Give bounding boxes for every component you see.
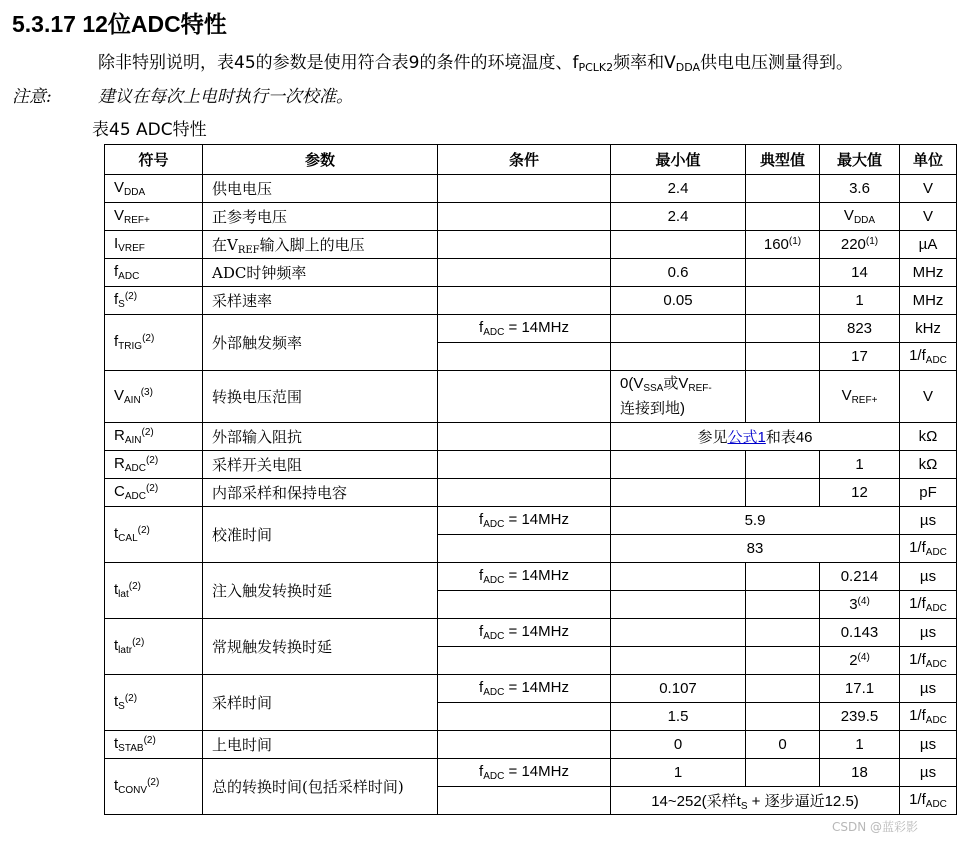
table-row: [105, 479, 957, 507]
table-row: [105, 507, 957, 535]
cell-unit: pF: [900, 479, 957, 507]
cell-min: 2.4: [611, 175, 746, 203]
header-typ: 典型值: [746, 145, 820, 175]
cell-max: 18: [820, 759, 900, 787]
cell-min: [611, 343, 746, 371]
cell-min: [611, 479, 746, 507]
cell-max: 220$^{(1)}$: [820, 231, 900, 259]
cell-condition: [438, 203, 611, 231]
cell-min: 1: [611, 759, 746, 787]
cell-typ: [746, 259, 820, 287]
cell-symbol: $t_{CONV}^{(2)}$: [105, 759, 203, 815]
cell-unit: V: [900, 371, 957, 423]
cell-condition: $f_{ADC} = 14MHz$: [438, 675, 611, 703]
cell-unit: µs: [900, 759, 957, 787]
cell-min: [611, 647, 746, 675]
cell-condition: $f_{ADC} = 14MHz$: [438, 315, 611, 343]
cell-max: 3.6: [820, 175, 900, 203]
cell-parameter: 上电时间: [203, 731, 438, 759]
cell-condition: [438, 259, 611, 287]
cell-unit: $1/f_{ADC}$: [900, 591, 957, 619]
cell-unit: kΩ: [900, 451, 957, 479]
adc-characteristics-table: [104, 144, 957, 815]
cell-unit: $1/f_{ADC}$: [900, 343, 957, 371]
cell-typ: [746, 451, 820, 479]
cell-parameter: 总的转换时间(包括采样时间): [203, 759, 438, 815]
cell-typ: [746, 647, 820, 675]
table-row: [105, 619, 957, 647]
cell-max: 239.5: [820, 703, 900, 731]
cell-condition: [438, 591, 611, 619]
cell-symbol: $t_{STAB}^{(2)}$: [105, 731, 203, 759]
cell-condition: [438, 731, 611, 759]
cell-min: 2.4: [611, 203, 746, 231]
cell-unit: V: [900, 203, 957, 231]
table-row: [105, 731, 957, 759]
cell-min: 0.6: [611, 259, 746, 287]
cell-typ: [746, 703, 820, 731]
header-max: 最大值: [820, 145, 900, 175]
cell-condition: [438, 479, 611, 507]
cell-symbol: $f_{TRIG}^{(2)}$: [105, 315, 203, 371]
cell-condition: [438, 423, 611, 451]
cell-unit: $1/f_{ADC}$: [900, 535, 957, 563]
cell-max: 1: [820, 451, 900, 479]
header-parameter: 参数: [203, 145, 438, 175]
cell-unit: MHz: [900, 287, 957, 315]
cell-typ: [746, 759, 820, 787]
cell-condition: $f_{ADC} = 14MHz$: [438, 619, 611, 647]
cell-max: 14: [820, 259, 900, 287]
cell-min: [611, 591, 746, 619]
cell-condition: [438, 703, 611, 731]
cell-condition: [438, 787, 611, 815]
header-condition: 条件: [438, 145, 611, 175]
cell-parameter: ADC时钟频率: [203, 259, 438, 287]
cell-min: [611, 315, 746, 343]
cell-max: 0.143: [820, 619, 900, 647]
cell-unit: kHz: [900, 315, 957, 343]
cell-symbol: $f_{ADC}$: [105, 259, 203, 287]
table-row: [105, 563, 957, 591]
cell-condition: [438, 343, 611, 371]
cell-typ: [746, 315, 820, 343]
cell-condition: [438, 451, 611, 479]
cell-unit: µs: [900, 507, 957, 535]
cell-condition: $f_{ADC} = 14MHz$: [438, 563, 611, 591]
cell-typ: [746, 175, 820, 203]
cell-unit: µs: [900, 563, 957, 591]
table-row: [105, 675, 957, 703]
cell-symbol: $R_{AIN}^{(2)}$: [105, 423, 203, 451]
table-row: [105, 759, 957, 787]
cell-max: 1: [820, 287, 900, 315]
cell-parameter: 校准时间: [203, 507, 438, 563]
cell-unit: MHz: [900, 259, 957, 287]
cell-unit: $1/f_{ADC}$: [900, 787, 957, 815]
cell-symbol: $t_{lat}^{(2)}$: [105, 563, 203, 619]
cell-min: 0.05: [611, 287, 746, 315]
cell-max: 0.214: [820, 563, 900, 591]
table-row: [105, 371, 957, 423]
cell-typ: [746, 563, 820, 591]
header-unit: 单位: [900, 145, 957, 175]
section-heading: 5.3.17 12位ADC特性: [12, 11, 227, 37]
cell-max: 17.1: [820, 675, 900, 703]
cell-unit: V: [900, 175, 957, 203]
cell-condition: [438, 647, 611, 675]
table-row: [105, 259, 957, 287]
cell-max: 12: [820, 479, 900, 507]
cell-symbol: $V_{REF+}$: [105, 203, 203, 231]
cell-symbol: $t_{CAL}^{(2)}$: [105, 507, 203, 563]
cell-max: $V_{DDA}$: [820, 203, 900, 231]
cell-typ: [746, 287, 820, 315]
cell-symbol: $t_S^{(2)}$: [105, 675, 203, 731]
cell-min: [611, 231, 746, 259]
header-min: 最小值: [611, 145, 746, 175]
cell-parameter: 在$V_{REF}$输入脚上的电压: [203, 231, 438, 259]
cell-condition: $f_{ADC} = 14MHz$: [438, 507, 611, 535]
table-row: [105, 175, 957, 203]
cell-parameter: 外部触发频率: [203, 315, 438, 371]
cell-min: [611, 619, 746, 647]
cell-value: 83: [611, 535, 900, 563]
table-row: [105, 451, 957, 479]
table-row: [105, 231, 957, 259]
cell-unit: µs: [900, 675, 957, 703]
cell-condition: [438, 371, 611, 423]
cell-unit: µA: [900, 231, 957, 259]
cell-typ: [746, 675, 820, 703]
cell-unit: µs: [900, 731, 957, 759]
cell-symbol: $I_{VREF}$: [105, 231, 203, 259]
header-symbol: 符号: [105, 145, 203, 175]
cell-value: 5.9: [611, 507, 900, 535]
table-row: [105, 423, 957, 451]
cell-condition: [438, 231, 611, 259]
cell-parameter: 外部输入阻抗: [203, 423, 438, 451]
cell-min: [611, 451, 746, 479]
cell-unit: $1/f_{ADC}$: [900, 647, 957, 675]
table-row: [105, 203, 957, 231]
note-text: 建议在每次上电时执行一次校准。: [98, 87, 353, 107]
cell-typ: [746, 371, 820, 423]
table-caption: 表45 ADC特性: [92, 120, 207, 140]
cell-symbol: $R_{ADC}^{(2)}$: [105, 451, 203, 479]
cell-parameter: 供电电压: [203, 175, 438, 203]
cell-typ: [746, 619, 820, 647]
cell-typ: [746, 203, 820, 231]
cell-value: 参见公式1和表46: [611, 423, 900, 451]
cell-typ: 0: [746, 731, 820, 759]
formula-link[interactable]: 公式1: [727, 429, 766, 446]
cell-typ: [746, 479, 820, 507]
cell-condition: [438, 175, 611, 203]
cell-min: 0: [611, 731, 746, 759]
cell-min: 1.5: [611, 703, 746, 731]
cell-typ: [746, 343, 820, 371]
calibration-note: [12, 82, 353, 107]
cell-symbol: $t_{latr}^{(2)}$: [105, 619, 203, 675]
cell-symbol: $V_{AIN}^{(3)}$: [105, 371, 203, 423]
cell-unit: µs: [900, 619, 957, 647]
cell-typ: [746, 591, 820, 619]
cell-max: 823: [820, 315, 900, 343]
intro-paragraph: 除非特别说明，表45的参数是使用符合表9的条件的环境温度、$f_{PCLK2}$频率和$V_{DDA}$供电电压测量得到。: [98, 53, 854, 74]
table-row: [105, 287, 957, 315]
cell-parameter: 采样时间: [203, 675, 438, 731]
cell-parameter: 采样开关电阻: [203, 451, 438, 479]
table-header-row: [105, 145, 957, 175]
cell-unit: kΩ: [900, 423, 957, 451]
cell-min: $0(V_{SSA}$或$V_{REF-}$ 连接到地): [611, 371, 746, 423]
cell-parameter: 正参考电压: [203, 203, 438, 231]
cell-parameter: 注入触发转换时延: [203, 563, 438, 619]
cell-max: $V_{REF+}$: [820, 371, 900, 423]
cell-typ: 160$^{(1)}$: [746, 231, 820, 259]
cell-symbol: $f_S^{(2)}$: [105, 287, 203, 315]
note-label: 注意:: [12, 87, 52, 107]
table-row: [105, 315, 957, 343]
watermark: CSDN @蓝彩影: [832, 820, 919, 834]
cell-symbol: $V_{DDA}$: [105, 175, 203, 203]
cell-max: 17: [820, 343, 900, 371]
cell-parameter: 采样速率: [203, 287, 438, 315]
cell-max: 3$^{(4)}$: [820, 591, 900, 619]
cell-condition: [438, 287, 611, 315]
cell-condition: [438, 535, 611, 563]
cell-min: 0.107: [611, 675, 746, 703]
cell-max: 1: [820, 731, 900, 759]
cell-condition: $f_{ADC} = 14MHz$: [438, 759, 611, 787]
cell-unit: $1/f_{ADC}$: [900, 703, 957, 731]
cell-parameter: 内部采样和保持电容: [203, 479, 438, 507]
cell-value: 14~252(采样$t_S$ + 逐步逼近12.5): [611, 787, 900, 815]
cell-parameter: 常规触发转换时延: [203, 619, 438, 675]
cell-symbol: $C_{ADC}^{(2)}$: [105, 479, 203, 507]
cell-parameter: 转换电压范围: [203, 371, 438, 423]
cell-max: 2$^{(4)}$: [820, 647, 900, 675]
cell-min: [611, 563, 746, 591]
